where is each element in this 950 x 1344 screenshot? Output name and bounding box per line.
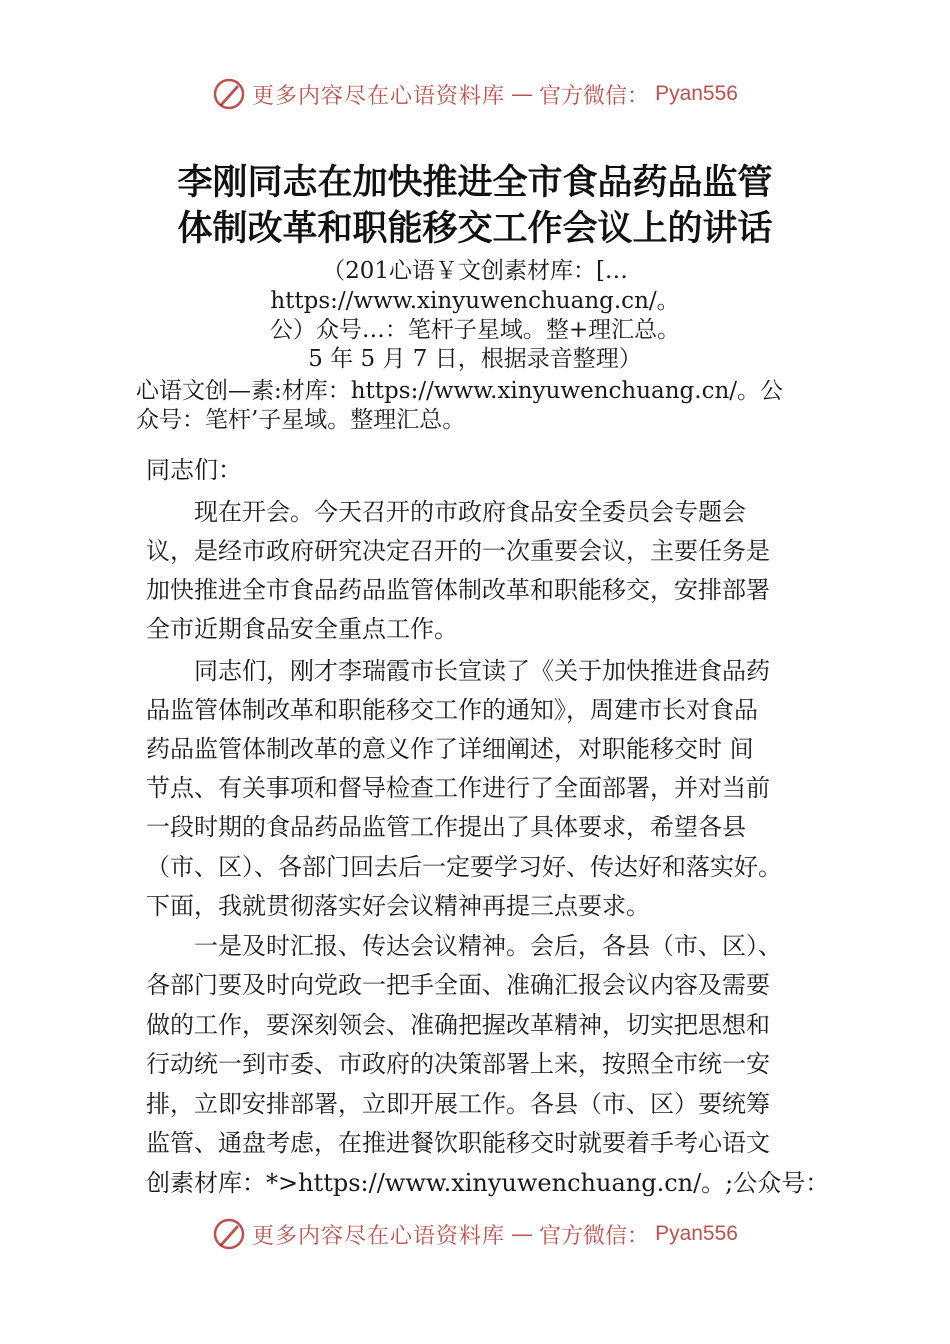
body-line: 全市近期食品安全重点工作。 [146,615,458,643]
banner-wechat-id: Pyan556 [655,1222,738,1245]
meta-line-4: 5 年 5 月 7 日，根据录音整理） [308,346,642,372]
banner-separator: — [511,81,534,107]
pen-logo-icon [212,1217,246,1251]
document-title-line-2: 体制改革和职能移交工作会议上的讲话 [177,209,773,249]
banner-text: 更多内容尽在心语资料库 [252,1223,506,1249]
body-line: 加快推进全市食品药品监管体制改革和职能移交，安排部署 [146,576,770,604]
body-line: 药品监管体制改革的意义作了详细阐述，对职能移交时 间 [146,735,754,763]
banner-wechat-label: 官方微信： [539,83,650,109]
body-line: 议，是经市政府研究决定召开的一次重要会议，主要任务是 [146,537,770,565]
body-line: 下面，我就贯彻落实好会议精神再提三点要求。 [146,892,650,920]
document-title-line-1: 李刚同志在加快推进全市食品药品监管 [177,163,773,203]
body-line: 同志们： [146,456,242,484]
pen-logo-icon [212,77,246,111]
body-line: 节点、有关事项和督导检查工作进行了全面部署，并对当前 [146,774,770,802]
body-line: （市、区）、各部门回去后一定要学习好、传达好和落实好。 [146,853,782,881]
meta-line-1: （201心语￥文创素材库：[… [322,258,628,284]
source-note-line-2: 众号：笔杆’子星域。整理汇总。 [136,407,466,433]
body-line: 创素材库：*>https://www.xinyuwenchuang.cn/。;公众号： [146,1169,830,1197]
body-line: 排，立即安排部署，立即开展工作。各县（市、区）要统筹 [146,1090,770,1118]
banner-wechat-id: Pyan556 [655,82,738,105]
body-line: 同志们，刚才李瑞霞市长宣读了《关于加快推进食品药 [146,657,770,685]
body-line: 品监管体制改革和职能移交工作的通知》，周建市长对食品 [146,696,758,724]
body-line: 监管、通盘考虑，在推进餐饮职能移交时就要着手考心语文 [146,1129,770,1157]
footer-banner [0,1212,950,1256]
body-line: 行动统一到市委、市政府的决策部署上来，按照全市统一安 [146,1050,770,1078]
banner-wechat-label: 官方微信： [539,1223,650,1249]
banner-text: 更多内容尽在心语资料库 [252,83,506,109]
source-note-line-1: 心语文创—素:材库：https://www.xinyuwenchuang.cn/。公 [136,378,784,404]
body-line: 现在开会。今天召开的市政府食品安全委员会专题会 [146,498,746,526]
body-line: 一是及时汇报、传达会议精神。会后，各县（市、区）、 [146,932,782,960]
meta-line-2: https://www.xinyuwenchuang.cn/。 [270,288,680,314]
header-banner [0,72,950,116]
meta-line-3: 公）众号…：笔杆子星域。整+理汇总。 [269,317,681,343]
banner-separator: — [511,1221,534,1247]
body-line: 一段时期的食品药品监管工作提出了具体要求，希望各县 [146,813,746,841]
body-line: 各部门要及时向党政一把手全面、准确汇报会议内容及需要 [146,971,770,999]
body-line: 做的工作，要深刻领会、准确把握改革精神，切实把思想和 [146,1011,770,1039]
